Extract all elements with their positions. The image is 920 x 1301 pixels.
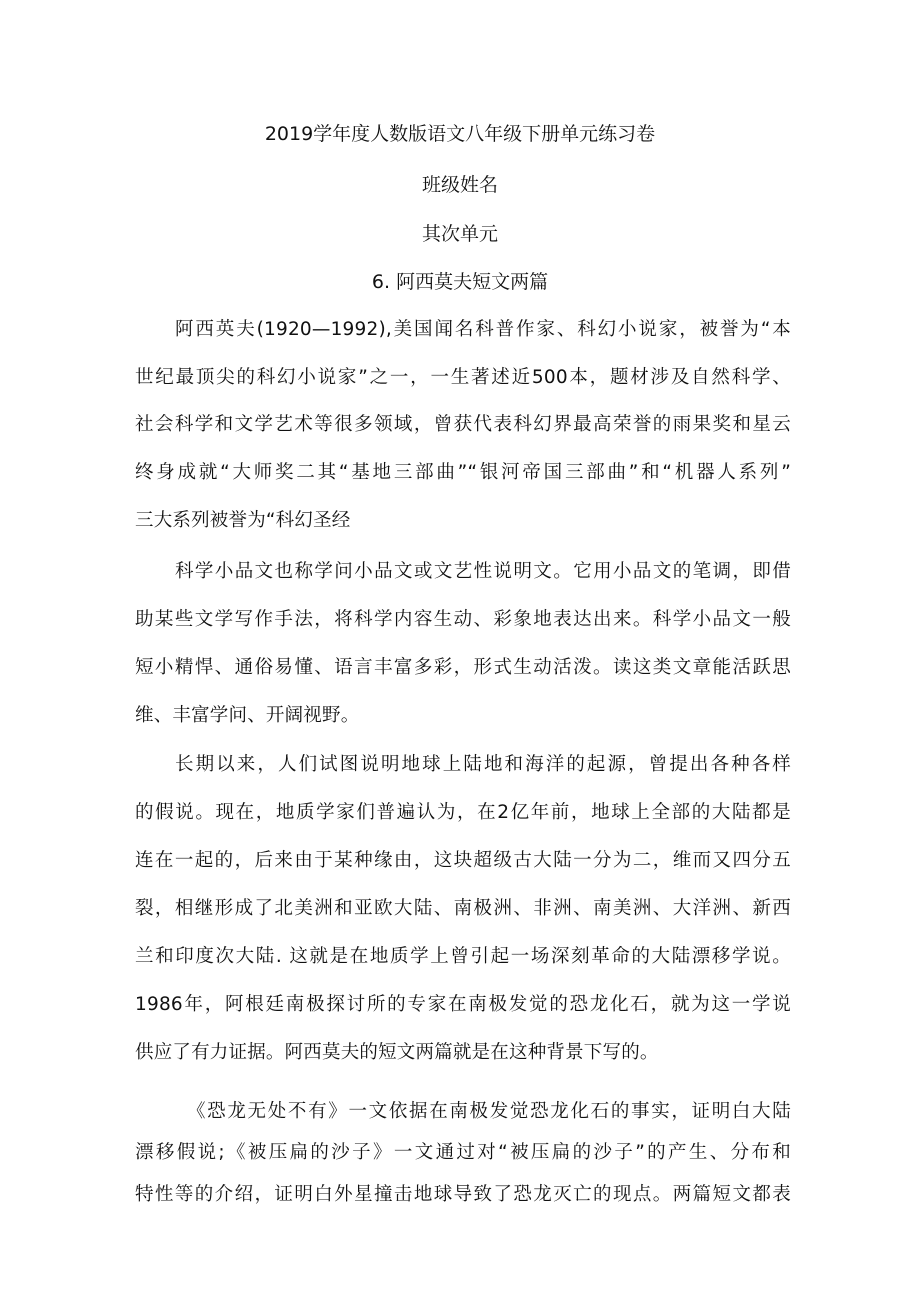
paragraph-3-line-3: 连在一起的，后来由于某种缘由，这块超级古大陆一分为二，维而又四分五 xyxy=(135,850,791,871)
paragraph-3-line-6: 1986年，阿根廷南极探讨所的专家在南极发觉的恐龙化石，就为这一学说 xyxy=(135,994,791,1015)
paragraph-3-line-5: 兰和印度次大陆. 这就是在地质学上曾引起一场深刻革命的大陆漂移学说。 xyxy=(135,946,791,967)
paragraph-3-line-2: 的假说。现在，地质学家们普遍认为，在2亿年前，地球上全部的大陆都是 xyxy=(135,802,791,823)
paragraph-4-line-2: 漂移假说;《被压扁的沙子》一文通过对“被压扁的沙子”的产生、分布和 xyxy=(135,1142,791,1163)
paragraph-2-line-2: 助某些文学写作手法，将科学内容生动、彩象地表达出来。科学小品文一般 xyxy=(135,609,791,630)
paragraph-1-line-4: 终身成就“大师奖二其“基地三部曲”“银河帝国三部曲”和“机器人系列” xyxy=(135,462,791,483)
paragraph-1-line-1: 阿西英夫(1920—1992),美国闻名科普作家、科幻小说家，被誉为“本 xyxy=(175,319,791,340)
unit-heading: 其次单元 xyxy=(421,223,498,245)
paragraph-2-line-1: 科学小品文也称学问小品文或文艺性说明文。它用小品文的笔调，即借 xyxy=(175,561,791,582)
paragraph-3-line-4: 裂，相继形成了北美洲和亚欧大陆、南极洲、非洲、南美洲、大洋洲、新西 xyxy=(135,898,791,919)
paragraph-2-line-3: 短小精悍、通俗易懂、语言丰富多彩，形式生动活泼。读这类文章能活跃思 xyxy=(135,657,791,678)
lesson-heading: 6. 阿西莫夫短文两篇 xyxy=(371,271,549,293)
paragraph-1-line-3: 社会科学和文学艺术等很多领域，曾获代表科幻界最高荣誉的雨果奖和星云 xyxy=(135,414,791,435)
class-name-line: 班级姓名 xyxy=(421,174,498,196)
paragraph-2-line-4: 维、丰富学问、开阔视野。 xyxy=(135,705,360,726)
paragraph-1-line-2: 世纪最顶尖的科幻小说家”之一，一生著述近500本，题材涉及自然科学、 xyxy=(135,367,791,388)
document-title: 2019学年度人数版语文八年级下册单元练习卷 xyxy=(264,123,656,145)
paragraph-4-line-3: 特性等的介绍，证明白外星撞击地球导致了恐龙灭亡的现点。两篇短文都表 xyxy=(135,1184,791,1205)
paragraph-3-line-7: 供应了有力证据。阿西莫夫的短文两篇就是在这种背景下写的。 xyxy=(135,1042,659,1063)
paragraph-4-line-1: 《恐龙无处不有》一文依据在南极发觉恐龙化石的事实，证明白大陆 xyxy=(187,1101,791,1122)
paragraph-3-line-1: 长期以来，人们试图说明地球上陆地和海洋的起源，曾提出各种各样 xyxy=(175,754,791,775)
paragraph-1-line-5: 三大系列被誉为“科幻圣经 xyxy=(135,510,351,531)
